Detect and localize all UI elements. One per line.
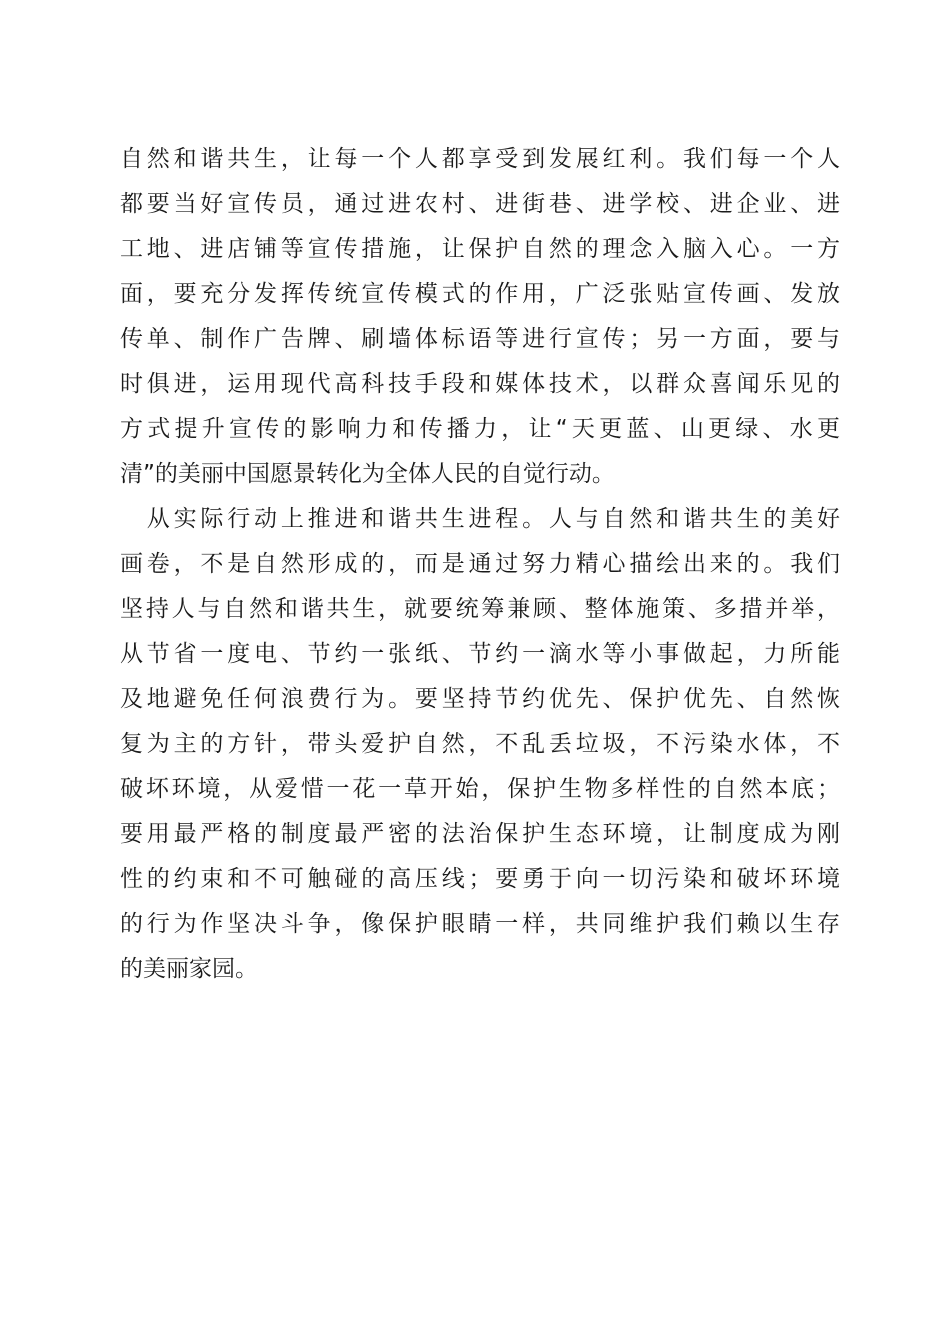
paragraph-line: 性的约束和不可触碰的高压线；要勇于向一切污染和破坏环境 xyxy=(120,866,840,892)
paragraph-line: 时俱进，运用现代高科技手段和媒体技术，以群众喜闻乐见的 xyxy=(120,371,840,397)
paragraph-2 xyxy=(120,497,840,992)
paragraph-line: 工地、进店铺等宣传措施，让保护自然的理念入脑入心。一方 xyxy=(120,236,840,262)
paragraph-line: 方式提升宣传的影响力和传播力，让“天更蓝、山更绿、水更 xyxy=(120,416,840,442)
paragraph-line: 要用最严格的制度最严密的法治保护生态环境，让制度成为刚 xyxy=(120,821,840,847)
paragraph-line: 画卷，不是自然形成的，而是通过努力精心描绘出来的。我们 xyxy=(120,551,840,577)
paragraph-line: 面，要充分发挥传统宣传模式的作用，广泛张贴宣传画、发放 xyxy=(120,281,840,307)
paragraph-line: 从实际行动上推进和谐共生进程。人与自然和谐共生的美好 xyxy=(120,506,840,532)
paragraph-line: 破坏环境，从爱惜一花一草开始，保护生物多样性的自然本底； xyxy=(120,776,840,802)
paragraph-line: 传单、制作广告牌、刷墙体标语等进行宣传；另一方面，要与 xyxy=(120,326,840,352)
paragraph-line: 复为主的方针，带头爱护自然，不乱丢垃圾，不污染水体，不 xyxy=(120,731,840,757)
paragraph-line: 都要当好宣传员，通过进农村、进街巷、进学校、进企业、进 xyxy=(120,191,840,217)
paragraph-line: 及地避免任何浪费行为。要坚持节约优先、保护优先、自然恢 xyxy=(120,686,840,712)
document-body xyxy=(120,137,840,992)
paragraph-line: 自然和谐共生，让每一个人都享受到发展红利。我们每一个人 xyxy=(120,146,840,172)
paragraph-line: 从节省一度电、节约一张纸、节约一滴水等小事做起，力所能 xyxy=(120,641,840,667)
paragraph-line: 的行为作坚决斗争，像保护眼睛一样，共同维护我们赖以生存 xyxy=(120,911,840,937)
paragraph-line: 清”的美丽中国愿景转化为全体人民的自觉行动。 xyxy=(120,461,615,487)
paragraph-1 xyxy=(120,137,840,497)
paragraph-line: 的美丽家园。 xyxy=(120,956,258,982)
paragraph-line: 坚持人与自然和谐共生，就要统筹兼顾、整体施策、多措并举， xyxy=(120,596,840,622)
